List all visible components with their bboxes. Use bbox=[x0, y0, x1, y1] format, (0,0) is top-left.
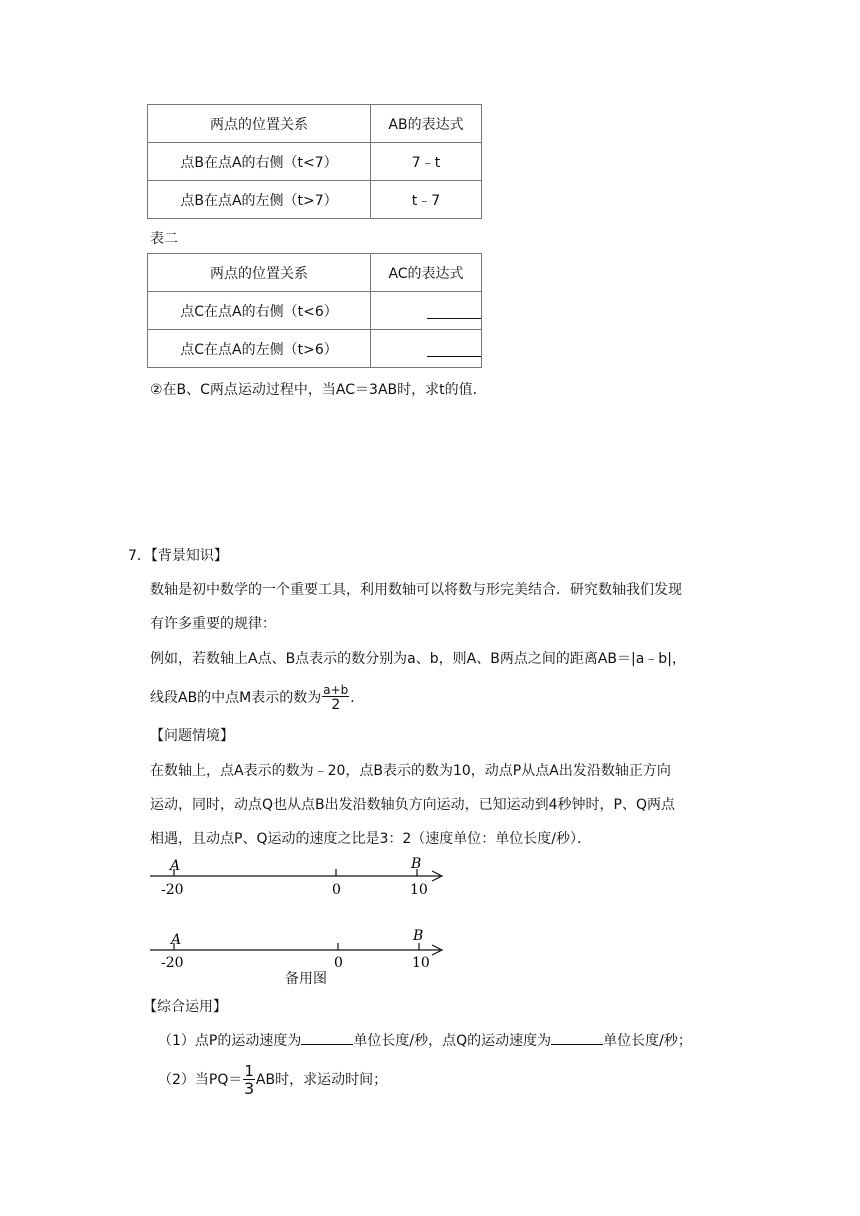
fraction-numerator: 1 bbox=[244, 1061, 254, 1080]
paragraph-line: 在数轴上，点A表示的数为﹣20，点B表示的数为10，动点P从点A出发沿数轴正方向 bbox=[150, 763, 671, 779]
section-heading: 【综合运用】 bbox=[143, 999, 227, 1015]
question-text: 单位长度/秒； bbox=[603, 1033, 692, 1049]
one-third-fraction bbox=[243, 1061, 255, 1098]
paragraph-line: 相遇，且动点P、Q运动的速度之比是3：2（速度单位：单位长度/秒）． bbox=[150, 831, 591, 847]
paragraph-text: ． bbox=[350, 690, 365, 706]
point-label-b: B bbox=[411, 856, 422, 872]
part-1-question bbox=[158, 1031, 692, 1051]
number-line-diagram bbox=[140, 852, 460, 900]
spare-number-line-diagram bbox=[140, 926, 460, 974]
table-ac-expressions bbox=[147, 253, 482, 368]
answer-blank-cell bbox=[371, 330, 482, 368]
table-row bbox=[148, 143, 482, 181]
fraction-numerator: a+b bbox=[323, 683, 349, 697]
midpoint-fraction bbox=[322, 684, 349, 712]
paragraph-text: 线段AB的中点M表示的数为 bbox=[150, 690, 322, 706]
table-header-cell: 两点的位置关系 bbox=[148, 105, 371, 143]
fraction-denominator: 2 bbox=[331, 697, 341, 713]
table-row bbox=[148, 330, 482, 368]
paragraph-line: 有许多重要的规律： bbox=[150, 616, 276, 632]
table-cell: 点B在点A的右侧（t<7） bbox=[148, 143, 371, 181]
part-2-question bbox=[158, 1058, 387, 1102]
point-label-b: B bbox=[413, 928, 424, 944]
question-text: AB时，求运动时间； bbox=[255, 1072, 388, 1088]
table2-caption: 表二 bbox=[150, 231, 178, 247]
paragraph-line: 数轴是初中数学的一个重要工具，利用数轴可以将数与形完美结合．研究数轴我们发现 bbox=[150, 582, 682, 598]
tick-label: 10 bbox=[410, 882, 428, 898]
question-7-heading bbox=[128, 546, 228, 566]
table-header-cell: AC的表达式 bbox=[371, 254, 482, 292]
question-number: 7． bbox=[128, 548, 151, 564]
fraction-denominator: 3 bbox=[244, 1078, 255, 1098]
table-cell: 7﹣t bbox=[371, 143, 482, 181]
answer-blank bbox=[427, 304, 481, 319]
table-header-row bbox=[148, 254, 482, 292]
point-label-a: A bbox=[170, 858, 181, 874]
tick-label: 0 bbox=[334, 955, 343, 971]
table-header-row bbox=[148, 105, 482, 143]
table-cell: 点B在点A的左侧（t>7） bbox=[148, 181, 371, 219]
question-text: 单位长度/秒，点Q的运动速度为 bbox=[353, 1033, 552, 1049]
midpoint-formula-line bbox=[150, 680, 364, 716]
table-cell: t﹣7 bbox=[371, 181, 482, 219]
sub-question-2: ②在B、C两点运动过程中，当AC＝3AB时，求t的值． bbox=[150, 382, 487, 398]
question-text: （2）当PQ＝ bbox=[158, 1072, 243, 1088]
answer-blank bbox=[551, 1032, 603, 1045]
answer-blank bbox=[301, 1032, 353, 1045]
paragraph-line: 例如，若数轴上A点、B点表示的数分别为a、b，则A、B两点之间的距离AB＝|a﹣b|， bbox=[150, 651, 686, 667]
table-ab-expressions bbox=[147, 104, 482, 219]
section-heading: 【背景知识】 bbox=[150, 548, 228, 564]
answer-blank bbox=[427, 342, 481, 357]
table-header-cell: AB的表达式 bbox=[371, 105, 482, 143]
question-text: （1）点P的运动速度为 bbox=[158, 1033, 302, 1049]
tick-label: 0 bbox=[332, 882, 341, 898]
table-row bbox=[148, 292, 482, 330]
table-cell: 点C在点A的右侧（t<6） bbox=[148, 292, 371, 330]
tick-label: 10 bbox=[412, 955, 430, 971]
spare-figure-caption: 备用图 bbox=[285, 971, 327, 987]
paragraph-line: 运动，同时，动点Q也从点B出发沿数轴负方向运动，已知运动到4秒钟时，P、Q两点 bbox=[150, 797, 675, 813]
table-row bbox=[148, 181, 482, 219]
section-heading: 【问题情境】 bbox=[150, 728, 234, 744]
tick-label: -20 bbox=[161, 882, 184, 898]
answer-blank-cell bbox=[371, 292, 482, 330]
point-label-a: A bbox=[171, 932, 182, 948]
table-cell: 点C在点A的左侧（t>6） bbox=[148, 330, 371, 368]
tick-label: -20 bbox=[161, 955, 184, 971]
table-header-cell: 两点的位置关系 bbox=[148, 254, 371, 292]
